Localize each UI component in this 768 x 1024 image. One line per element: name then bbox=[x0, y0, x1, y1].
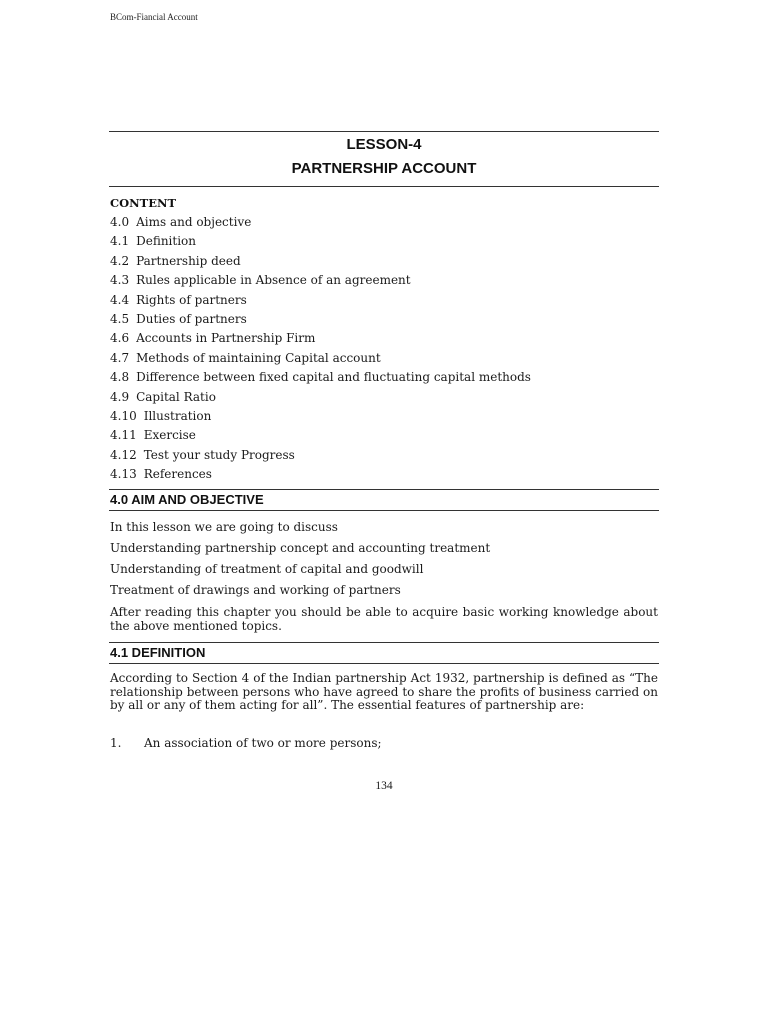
toc-item-number: 4.7 bbox=[110, 350, 130, 365]
definition-section-bottom-rule bbox=[109, 663, 659, 664]
toc-item-number: 4.8 bbox=[110, 370, 130, 385]
aim-paragraph: Understanding of treatment of capital and goodwill bbox=[110, 562, 424, 576]
aim-section-heading: 4.0 AIM AND OBJECTIVE bbox=[110, 492, 264, 507]
toc-item bbox=[110, 310, 531, 329]
aim-paragraph: In this lesson we are going to discuss bbox=[110, 520, 338, 534]
toc-item-label: Methods of maintaining Capital account bbox=[136, 350, 381, 365]
toc-item-label: Exercise bbox=[143, 428, 196, 443]
toc-item-label: Capital Ratio bbox=[136, 389, 216, 404]
table-of-contents bbox=[110, 213, 531, 484]
aim-section-bottom-rule bbox=[109, 510, 659, 511]
toc-item-number: 4.13 bbox=[110, 467, 137, 482]
toc-item bbox=[110, 271, 531, 290]
aim-section-top-rule bbox=[109, 489, 659, 490]
lesson-subtitle: PARTNERSHIP ACCOUNT bbox=[291, 160, 477, 177]
running-header: BCom-Fiancial Account bbox=[110, 12, 198, 22]
toc-item-label: Test your study Progress bbox=[143, 447, 295, 462]
toc-item bbox=[110, 426, 531, 445]
toc-item-number: 4.5 bbox=[110, 311, 130, 326]
page-number: 134 bbox=[375, 780, 393, 792]
toc-item-label: Partnership deed bbox=[136, 253, 241, 268]
toc-item-label: Rights of partners bbox=[136, 292, 247, 307]
toc-item bbox=[110, 329, 531, 348]
toc-item-label: Rules applicable in Absence of an agreement bbox=[136, 273, 411, 288]
list-item-number: 1. bbox=[110, 736, 122, 750]
toc-item-number: 4.9 bbox=[110, 389, 130, 404]
toc-item bbox=[110, 349, 531, 368]
definition-section-top-rule bbox=[109, 642, 659, 643]
toc-item-number: 4.6 bbox=[110, 331, 130, 346]
toc-item-label: Illustration bbox=[143, 408, 212, 423]
toc-item-label: References bbox=[143, 467, 212, 482]
toc-item-number: 4.0 bbox=[110, 215, 130, 229]
definition-section-heading: 4.1 DEFINITION bbox=[110, 645, 206, 660]
toc-item-label: Accounts in Partnership Firm bbox=[136, 331, 316, 346]
toc-item bbox=[110, 252, 531, 271]
toc-item-number: 4.11 bbox=[110, 428, 137, 443]
toc-item-number: 4.10 bbox=[110, 408, 137, 423]
list-item-text: An association of two or more persons; bbox=[144, 736, 382, 750]
toc-item-label: Difference between fixed capital and fluctuating capital methods bbox=[136, 370, 531, 385]
aim-paragraph: After reading this chapter you should be able to acquire basic working knowledge about the above mentioned topics. bbox=[110, 605, 658, 633]
aim-paragraph: Understanding partnership concept and accounting treatment bbox=[110, 541, 491, 555]
aim-paragraph: Treatment of drawings and working of partners bbox=[110, 583, 401, 597]
toc-item bbox=[110, 407, 531, 426]
lesson-title: LESSON-4 bbox=[346, 136, 422, 153]
toc-item bbox=[110, 232, 531, 251]
toc-item-label: Definition bbox=[136, 234, 196, 249]
toc-item-number: 4.1 bbox=[110, 234, 130, 249]
content-heading: CONTENT bbox=[110, 196, 177, 210]
toc-item-label: Duties of partners bbox=[136, 311, 247, 326]
toc-item bbox=[110, 446, 531, 465]
toc-item-number: 4.2 bbox=[110, 253, 130, 268]
title-bottom-rule bbox=[109, 186, 659, 187]
toc-item-number: 4.4 bbox=[110, 292, 130, 307]
toc-item bbox=[110, 368, 531, 387]
toc-item-number: 4.12 bbox=[110, 447, 137, 462]
toc-item bbox=[110, 291, 531, 310]
top-rule bbox=[109, 131, 659, 132]
toc-item bbox=[110, 388, 531, 407]
toc-item-label: Aims and objective bbox=[136, 215, 252, 229]
toc-item bbox=[110, 465, 531, 484]
toc-item bbox=[110, 213, 531, 232]
definition-paragraph: According to Section 4 of the Indian partnership Act 1932, partnership is defined as “The relationship between persons who have agreed to share the profits of business carried on by all or any of them acting for all”. The essential features of partnership are: bbox=[110, 671, 658, 712]
toc-item-number: 4.3 bbox=[110, 273, 130, 288]
